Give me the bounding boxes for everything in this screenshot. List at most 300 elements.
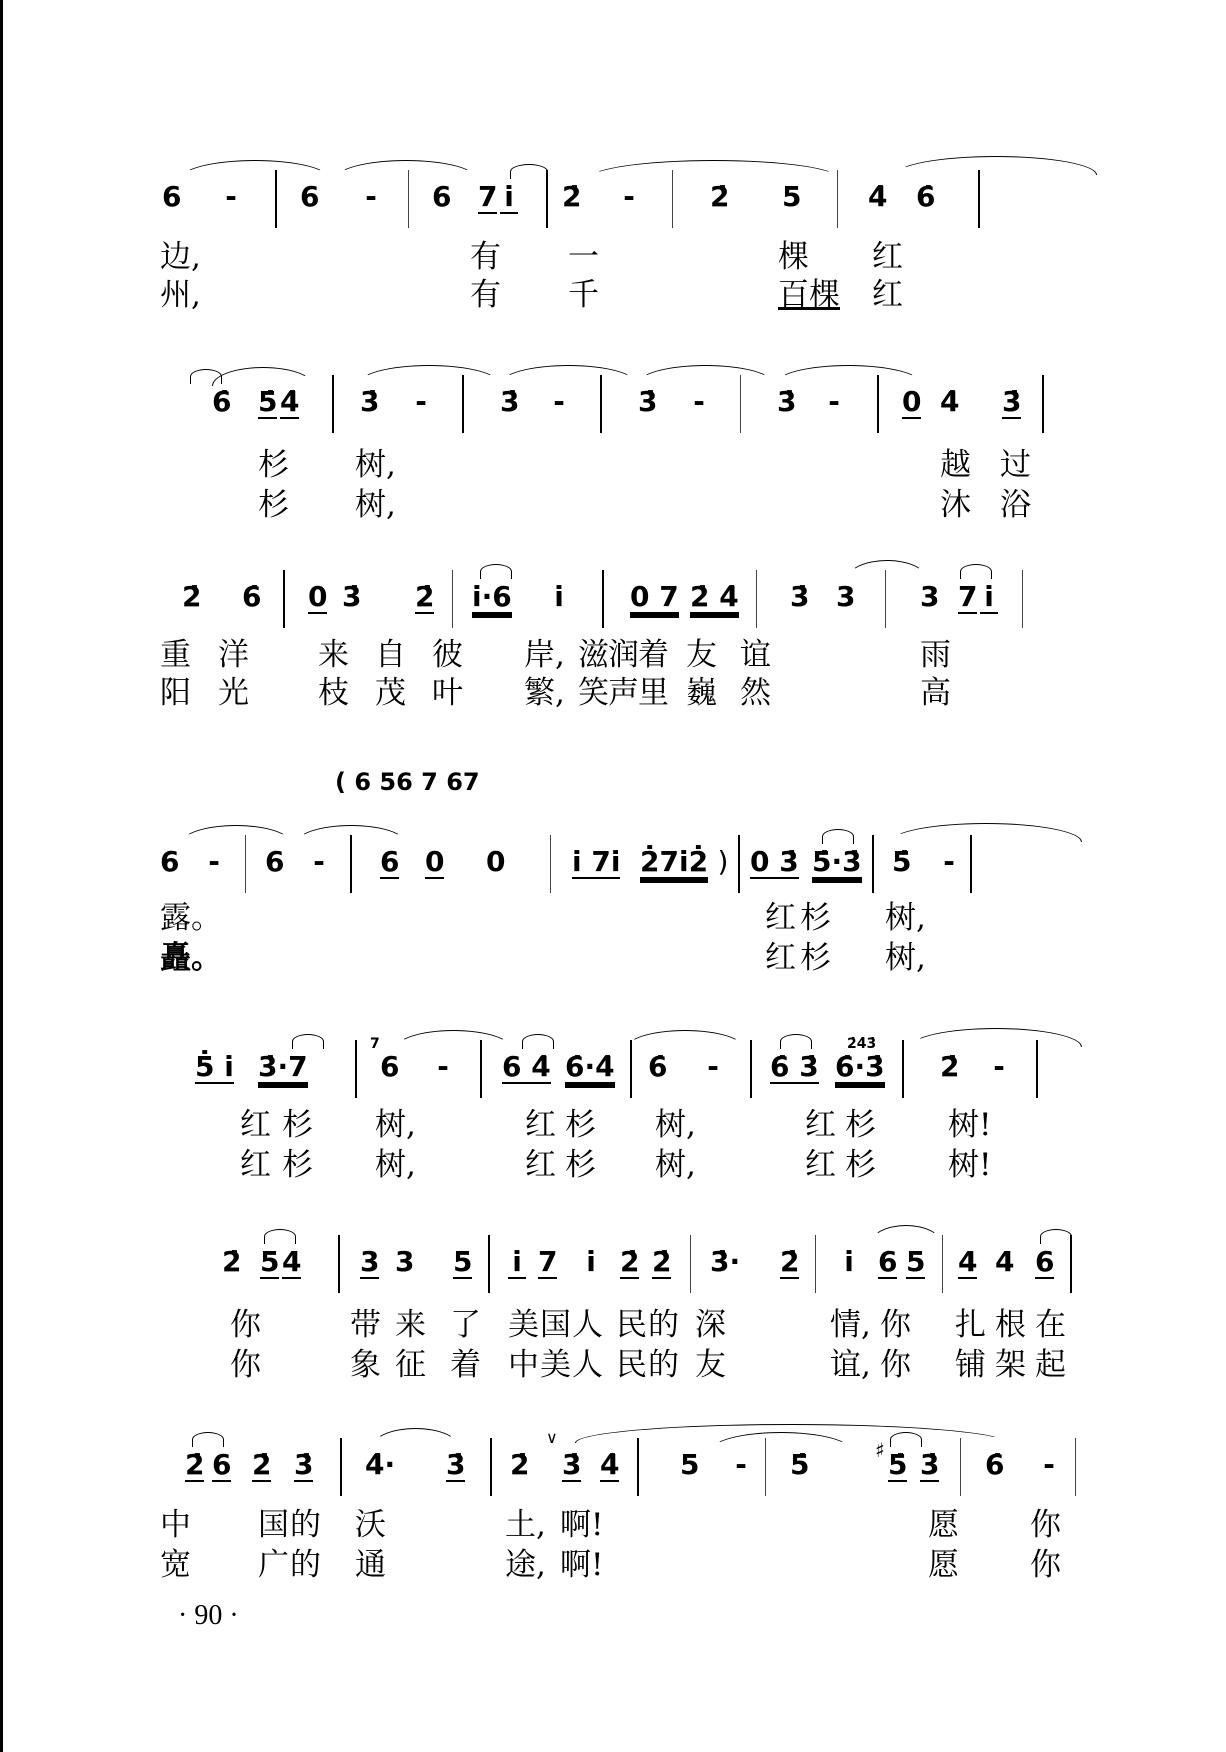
tie-slur [358, 365, 500, 384]
slur-mark [822, 829, 854, 844]
rest: 0 [425, 845, 445, 878]
note: i̇ [500, 182, 518, 214]
lyric: 树, [655, 1107, 696, 1143]
note: 4 [282, 1245, 302, 1278]
note: 3̇ [294, 1448, 314, 1481]
lyric: 杉 [282, 1107, 313, 1143]
lyrics-verse-1 [150, 1305, 1100, 1345]
lyric: 你 [1030, 1547, 1061, 1583]
lyric: 滋 [578, 637, 609, 673]
lyric: 千 [568, 277, 599, 313]
note: 3̇ [790, 580, 810, 613]
lyric: 着 [450, 1347, 481, 1383]
note: 4̇ [940, 385, 960, 418]
barline [672, 170, 673, 228]
note: 3̇ [1002, 385, 1022, 418]
close-paren: ) [717, 845, 729, 878]
barline [245, 835, 246, 893]
dash: - [828, 385, 840, 418]
slur-mark [510, 164, 548, 179]
notes-row [150, 170, 1100, 230]
lyrics-verse-1 [150, 635, 1100, 675]
rest: 0 [486, 845, 506, 878]
lyric: 着 [638, 637, 669, 673]
barline [283, 570, 285, 628]
dash: - [553, 385, 565, 418]
lyric: 中 [160, 1507, 191, 1543]
note: 6̇ [242, 580, 262, 613]
grace-notes: 2̇4̇3̇ [847, 1036, 877, 1052]
lyric: 树, [375, 1107, 416, 1143]
notes-row [150, 375, 1100, 435]
dash: - [415, 385, 427, 418]
barline [338, 1235, 340, 1293]
lyric: 美 [540, 1347, 571, 1383]
lyric: 杉 [800, 940, 831, 976]
lyric: 沃 [355, 1507, 386, 1543]
lyric: 越 [940, 447, 971, 483]
lyrics-verse-1 [150, 445, 1100, 485]
lyric: 杉 [845, 1147, 876, 1183]
note: i̇ [980, 582, 998, 614]
barline [690, 1235, 691, 1293]
lyric: 红 [525, 1107, 556, 1143]
lyric: 民 [616, 1347, 647, 1383]
note: 6 [212, 1448, 232, 1481]
note: 5̇ [790, 1448, 810, 1481]
barline [1022, 570, 1023, 628]
lyric: 你 [880, 1347, 911, 1383]
tie-slur [870, 1225, 942, 1244]
lyric: 杉 [565, 1107, 596, 1143]
note: 5 [453, 1245, 473, 1278]
page-number: · 90 · [178, 1600, 239, 1631]
note: 3̇ [360, 385, 380, 418]
lyric: 洋 [218, 637, 249, 673]
barline [750, 1040, 752, 1098]
note: 6̇ [212, 385, 232, 418]
interlude-notes: ( 6 56 7 67 [335, 768, 480, 796]
lyric: 起 [1035, 1347, 1066, 1383]
note: 2̇ [652, 1245, 672, 1278]
barline [355, 1040, 357, 1098]
lyric: 你 [230, 1347, 261, 1383]
tie-slur [637, 365, 774, 384]
notes-row [150, 1235, 1100, 1295]
lyrics-verse-2 [150, 485, 1100, 525]
dash: - [365, 180, 377, 213]
lyric: 愿 [928, 1547, 959, 1583]
note: 5̇ [258, 385, 278, 418]
note: 2̇ [182, 580, 202, 613]
lyric: 彼 [432, 637, 463, 673]
note: 6 [380, 845, 400, 878]
lyric: 红 [765, 900, 796, 936]
barline [480, 1040, 482, 1098]
lyric: 宽 [160, 1547, 191, 1583]
lyric: 树, [355, 447, 396, 483]
lyric: 有 [470, 277, 501, 313]
lyric: 笑 [578, 675, 609, 711]
lyric: 茂 [375, 675, 406, 711]
lyric: 浴 [1000, 487, 1031, 523]
lyric: 红 [805, 1147, 836, 1183]
lyric: 重 [160, 637, 191, 673]
barline [872, 835, 874, 893]
barline [738, 835, 740, 893]
lyric: 树, [885, 900, 926, 936]
lyric: 你 [230, 1307, 261, 1343]
lyric: 州, [160, 277, 201, 313]
slur-mark [192, 1432, 224, 1447]
barline [340, 1438, 342, 1496]
lyric: 百棵 [778, 277, 840, 313]
lyric: 带 [350, 1307, 381, 1343]
barline [275, 170, 277, 228]
lyric: 树, [885, 940, 926, 976]
tie-slur [625, 1030, 745, 1049]
slur-mark [1040, 1229, 1072, 1244]
note: 3̇ [920, 1448, 940, 1481]
note: 3 [836, 580, 856, 613]
note: 6 [878, 1245, 898, 1278]
note: i̇·6 [472, 580, 512, 613]
lyric: 树! [948, 1147, 992, 1183]
lyrics-verse-2 [150, 275, 1100, 315]
lyric: 树! [948, 1107, 992, 1143]
lyric: 愿 [928, 1507, 959, 1543]
tie-slur [372, 1428, 459, 1447]
tie-slur [910, 1028, 1082, 1047]
lyric: 啊! [560, 1507, 604, 1543]
barline [1036, 1040, 1038, 1098]
barline [978, 170, 980, 228]
note: 2̇ 4̇ [690, 580, 739, 613]
tie-slur [212, 367, 314, 386]
dashed-barline [550, 835, 551, 893]
lyric: 谊, [830, 1347, 871, 1383]
note: 4 [995, 1245, 1015, 1278]
note: 2̇ [620, 1245, 640, 1278]
lyrics-verse-2 [150, 1545, 1100, 1585]
lyric: 杉 [845, 1107, 876, 1143]
note: 6 [432, 180, 452, 213]
note: 6 [162, 180, 182, 213]
dash: - [943, 845, 955, 878]
lyric: 民 [616, 1307, 647, 1343]
dash: - [313, 845, 325, 878]
lyric: 红 [525, 1147, 556, 1183]
dash: - [1043, 1448, 1055, 1481]
slur-mark [780, 1034, 812, 1049]
tie-slur [895, 156, 1097, 175]
note: 4̇ [868, 180, 888, 213]
note: 2̇ [185, 1448, 205, 1481]
note: 3̇ [638, 385, 658, 418]
barline [1070, 1235, 1072, 1293]
lyric: 啊! [560, 1547, 604, 1583]
dash: - [993, 1050, 1005, 1083]
note: 6̇ [985, 1448, 1005, 1481]
note: 2̇ [510, 1448, 530, 1481]
note: 3 [920, 580, 940, 613]
barline [332, 375, 334, 433]
note: 6̇ [916, 180, 936, 213]
notes-row [150, 570, 1100, 630]
note: 2̇ [780, 1245, 800, 1278]
lyric: 有 [470, 239, 501, 275]
tie-slur [588, 160, 840, 179]
notes-row [150, 1036, 1100, 1100]
note: 3̇ [777, 385, 797, 418]
note: 5 [680, 1448, 700, 1481]
note: 7 [478, 180, 498, 213]
lyric: 扎 [955, 1307, 986, 1343]
lyric: 红 [240, 1107, 271, 1143]
note: 0 7 [630, 580, 679, 613]
lyric: 征 [395, 1347, 426, 1383]
lyric: 杉 [282, 1147, 313, 1183]
barline [902, 1040, 904, 1098]
lyric: 杉 [565, 1147, 596, 1183]
barline [815, 1235, 816, 1293]
lyrics-verse-1 [150, 1505, 1100, 1545]
note: 4 [958, 1245, 978, 1278]
lyric: 树, [375, 1147, 416, 1183]
lyric: 谊 [740, 637, 771, 673]
note: 2̇ [940, 1050, 960, 1083]
barline [490, 1438, 492, 1496]
barline [350, 835, 352, 893]
lyric: 深 [695, 1307, 726, 1343]
lyric: 情, [830, 1307, 871, 1343]
barline [546, 170, 548, 228]
lyric: 里 [638, 675, 669, 711]
slur-mark [264, 1229, 296, 1244]
lyric: 露。 [160, 900, 222, 936]
lyric: 的 [290, 1507, 321, 1543]
lyric: 友 [695, 1347, 726, 1383]
dash: - [735, 1448, 747, 1481]
lyric: 红 [805, 1107, 836, 1143]
note: 6̇ 3̇ [770, 1050, 819, 1083]
tie-slur [180, 825, 292, 844]
barline [756, 570, 757, 628]
lyric: 你 [1030, 1507, 1061, 1543]
note: i̇ [586, 1245, 596, 1278]
lyric: 岸, [524, 637, 565, 673]
lyric: 象 [350, 1347, 381, 1383]
slur-mark [960, 564, 992, 579]
note: 5̇ [888, 1448, 908, 1481]
lyrics-verse-1 [150, 1105, 1100, 1145]
lyric: 美 [508, 1307, 539, 1343]
note: 5̇ i̇ [195, 1050, 234, 1083]
lyric: 过 [1000, 447, 1031, 483]
note: 6̇·3̇ [835, 1050, 885, 1083]
lyric: 的 [648, 1347, 679, 1383]
note: 4̇ [600, 1448, 620, 1481]
barline [1075, 1438, 1076, 1496]
dashed-barline [740, 375, 741, 433]
lyric: 你 [880, 1307, 911, 1343]
lyrics-verse-1 [150, 898, 1100, 938]
lyric: 人 [572, 1347, 603, 1383]
note: 5̇·3̇ [812, 845, 862, 878]
slur-mark [890, 1432, 922, 1447]
lyric: 树, [355, 487, 396, 523]
tie-slur [500, 365, 637, 384]
rest: 0 [902, 385, 922, 418]
barline [837, 170, 838, 228]
barline [970, 835, 972, 893]
note: 3 [395, 1245, 415, 1278]
tie-slur [847, 560, 927, 579]
lyric: 国 [540, 1307, 571, 1343]
sharp-accidental: ♯ [875, 1438, 885, 1462]
lyrics-verse-2 [150, 673, 1100, 713]
note: 2̇ [222, 1245, 242, 1278]
lyric: 途, [505, 1547, 546, 1583]
notes-row [150, 835, 1100, 895]
note: 2̇ [415, 580, 435, 613]
lyric: 红 [765, 940, 796, 976]
dash: - [623, 180, 635, 213]
grace-note: 7 [370, 1036, 380, 1052]
lyrics-verse-2 [150, 1145, 1100, 1185]
dash: - [208, 845, 220, 878]
slur-mark [292, 1034, 324, 1049]
lyric: 沐 [940, 487, 971, 523]
barline [765, 1438, 766, 1496]
dashed-barline [408, 170, 409, 228]
note: 2̇ [710, 180, 730, 213]
dash: - [437, 1050, 449, 1083]
note: 6 4̇ [502, 1050, 551, 1083]
rest: 0 [308, 580, 328, 613]
lyric: 土, [505, 1507, 546, 1543]
lyric: 枝 [318, 675, 349, 711]
barline [637, 1438, 639, 1496]
note: i̇ [554, 580, 564, 613]
barline [877, 375, 879, 433]
note: 3̇· [710, 1245, 741, 1278]
note: 4̇ [280, 385, 300, 418]
lyric: 中 [508, 1347, 539, 1383]
lyric: 铺 [955, 1347, 986, 1383]
lyric: 通 [355, 1547, 386, 1583]
lyric: 的 [648, 1307, 679, 1343]
lyric: 了 [450, 1307, 481, 1343]
barline [630, 1040, 632, 1098]
lyrics-verse-1 [150, 237, 1100, 277]
note: 3̇·7 [258, 1050, 308, 1083]
lyric: 巍 [686, 675, 717, 711]
notes-row [150, 1428, 1100, 1498]
lyric: 一 [568, 239, 599, 275]
lyric: 边, [160, 239, 201, 275]
barline [960, 1438, 961, 1496]
lyric: 高 [920, 675, 951, 711]
lyrics-verse-2 [150, 938, 1100, 978]
note: 4̇· [365, 1448, 396, 1481]
tie-slur [890, 823, 1082, 842]
barline [602, 570, 604, 628]
note: i̇ [844, 1245, 854, 1278]
note: 6̇ [648, 1050, 668, 1083]
lyric: 自 [375, 637, 406, 673]
note: 6 [1035, 1245, 1055, 1278]
note: 6 [380, 1050, 400, 1083]
lyric: 友 [686, 637, 717, 673]
note: 2̇7i̇2̇ [640, 845, 709, 878]
lyric: 架 [995, 1347, 1026, 1383]
barline [488, 1235, 490, 1293]
lyric: 棵 [778, 239, 809, 275]
dash: - [693, 385, 705, 418]
lyric: 杉 [258, 487, 289, 523]
note: 6 [160, 845, 180, 878]
note: i̇ [508, 1247, 526, 1279]
barline [462, 375, 464, 433]
lyric: 来 [395, 1307, 426, 1343]
lyric: 阳 [160, 675, 191, 711]
lyric: 红 [872, 239, 903, 275]
note: 5 [782, 180, 802, 213]
lyric: 根 [995, 1307, 1026, 1343]
lyric: 叶 [432, 675, 463, 711]
lyric: 光 [218, 675, 249, 711]
lyric: 在 [1035, 1307, 1066, 1343]
lyric: 矗。 [160, 940, 222, 976]
barline [1042, 375, 1044, 433]
lyric: 人 [572, 1307, 603, 1343]
note: 5̇ [892, 845, 912, 878]
tie-slur [335, 160, 477, 179]
note: 3 [360, 1245, 380, 1278]
lyric: 杉 [800, 900, 831, 936]
note: 2̇ [252, 1448, 272, 1481]
barline [942, 1235, 943, 1293]
lyric: 红 [872, 277, 903, 313]
lyric: 然 [740, 675, 771, 711]
lyric: 广 [258, 1547, 289, 1583]
note: 7 [538, 1245, 558, 1278]
breath-mark: ∨ [546, 1428, 558, 1447]
note: 7 [958, 580, 978, 613]
tie-slur [180, 160, 330, 179]
lyric: 润 [608, 637, 639, 673]
note: i̇ 7i̇ [572, 845, 621, 878]
note: 3̇ [446, 1448, 466, 1481]
note: 5 [906, 1245, 926, 1278]
tie-slur [395, 1030, 512, 1049]
note: 3̇ [500, 385, 520, 418]
barline [885, 570, 886, 628]
lyric: 国 [258, 1507, 289, 1543]
dash: - [225, 180, 237, 213]
lyric: 雨 [920, 637, 951, 673]
tie-slur [775, 365, 922, 384]
lyric: 来 [318, 637, 349, 673]
barline [452, 570, 453, 628]
lyric: 树, [655, 1147, 696, 1183]
slur-mark [522, 1034, 554, 1049]
dash: - [707, 1050, 719, 1083]
lyrics-verse-2 [150, 1345, 1100, 1385]
slur-mark [480, 564, 512, 579]
note: 6 [300, 180, 320, 213]
